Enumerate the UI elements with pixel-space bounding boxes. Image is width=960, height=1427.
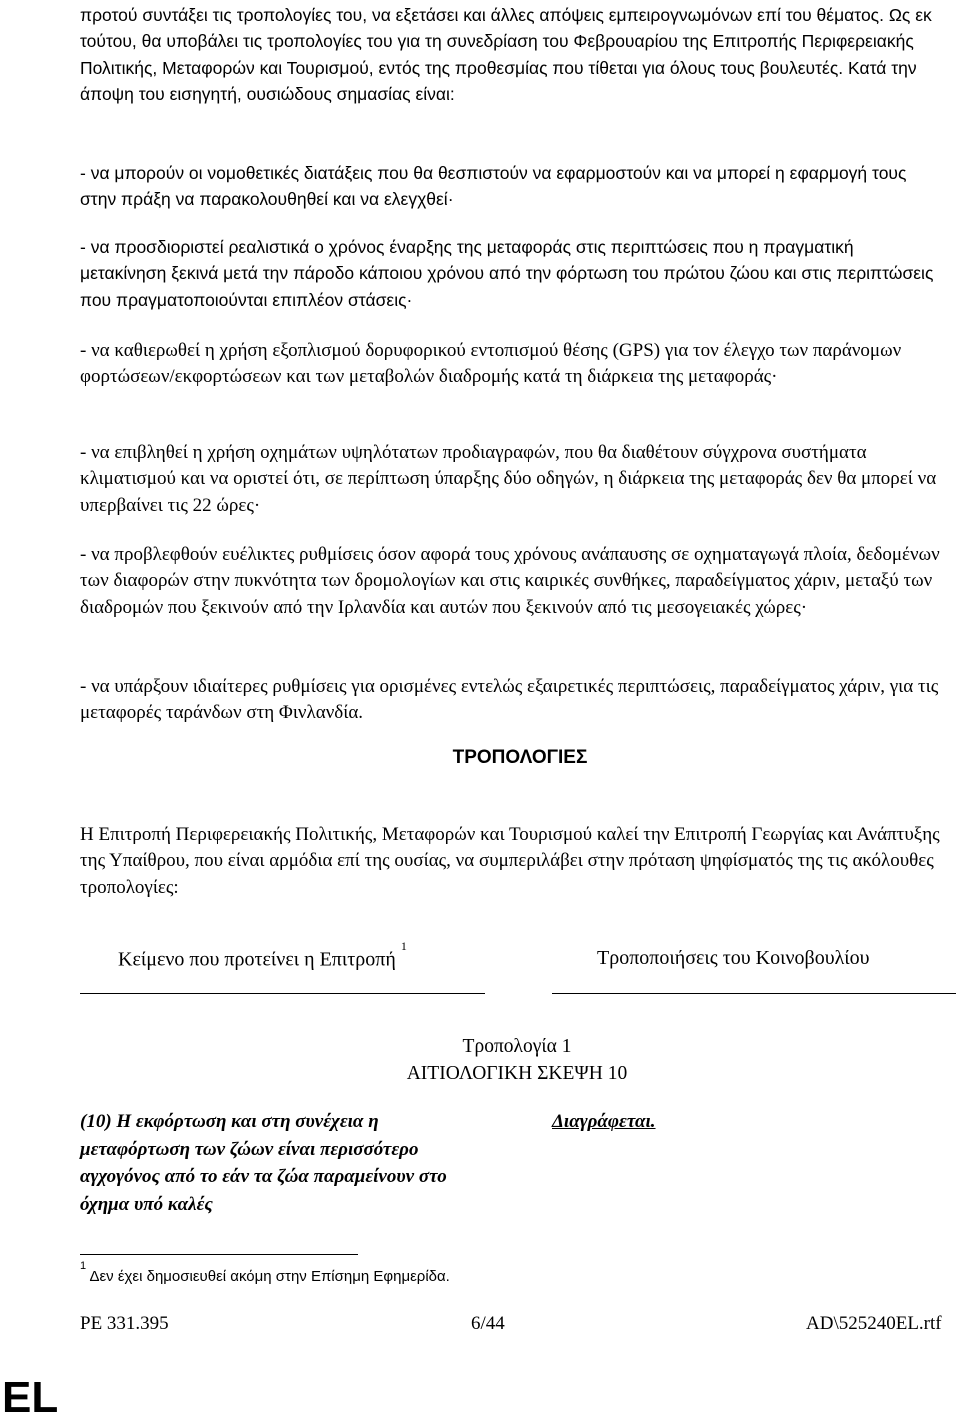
footnote xyxy=(80,1260,450,1285)
footer-filename: AD\525240EL.rtf xyxy=(806,1313,942,1334)
intro-text: προτού συντάξει τις τροπολογίες του, να εξετάσει και άλλες απόψεις εμπειρογνωμόνων επί του θέματος. Ως εκ τούτου, θα υποβάλει τις τροπολογίες του για τη συνεδρίαση του Φεβρουαρίου της Επιτροπής Περιφερειακής Πολιτικής, Μεταφορών και Τουρισμού, εντός της προθεσμίας που τίθεται για όλους τους βουλευτές. xyxy=(80,5,932,78)
language-code: EL xyxy=(2,1373,59,1422)
bullet-3: - να καθιερωθεί η χρήση εξοπλισμού δορυφορικού εντοπισμού θέσης (GPS) για τον έλεγχο των παράνομων φορτώσεων/εκφορτώσεων και των μεταβολών διαδρομής κατά τη διάρκεια της μεταφοράς· xyxy=(80,340,902,388)
footer-reference: PE 331.395 xyxy=(80,1313,169,1334)
intro-paragraph xyxy=(80,2,940,108)
left-column-header xyxy=(118,939,407,972)
bullet-6: - να υπάρξουν ιδιαίτερες ρυθμίσεις για ορισμένες εντελώς εξαιρετικές περιπτώσεις, παραδείγματος χάριν, για τις μεταφορές ταράνδων στη Φινλανδία. xyxy=(80,676,939,724)
bullet-2: - να προσδιοριστεί ρεαλιστικά ο χρόνος έναρξης της μεταφοράς στις περιπτώσεις που η πραγματική μετακίνηση ξεκινά μετά την πάροδο κάποιου χρόνου από την φόρτωση του πρώτου ζώου και στις περιπτώσεις που πραγματοποιούνται επιπλέον στάσεις· xyxy=(80,237,934,310)
amendments-heading: ΤΡΟΠΟΛΟΓΙΕΣ xyxy=(452,747,588,768)
bullet-1: - να μπορούν οι νομοθετικές διατάξεις που θα θεσπιστούν να εφαρμοστούν και να μπορεί η εφαρμογή τους στην πράξη να παρακολουθηθεί και να ελεγχθεί· xyxy=(80,163,907,210)
intro-text-2: Κατά την άποψη του εισηγητή, ουσιώδους σημασίας είναι: xyxy=(80,57,917,105)
bullet-4: - να επιβληθεί η χρήση οχημάτων υψηλότατων προδιαγραφών, που θα διαθέτουν σύγχρονα συστήματα κλιματισμού και να οριστεί ότι, σε περίπτωση ύπαρξης δύο οδηγών, η διάρκεια της μεταφοράς δεν θα μπορεί να υπερβαίνει τις 22 ώρες· xyxy=(80,442,937,516)
right-column-header: Τροποποιήσεις του Κοινοβουλίου xyxy=(597,947,870,969)
right-column-text: Διαγράφεται. xyxy=(552,1111,656,1132)
footnote-text: Δεν έχει δημοσιευθεί ακόμη στην Επίσημη Εφημερίδα. xyxy=(89,1268,450,1285)
left-column-header-text: Κείμενο που προτείνει η Επιτροπή xyxy=(118,948,396,971)
bullet-5: - να προβλεφθούν ευέλικτες ρυθμίσεις όσον αφορά τους χρόνους ανάπαυσης σε οχηματαγωγά πλοία, δεδομένων των διαφορών στην πυκνότητα των δρομολογίων και στις καιρικές συνθήκες, παραδείγματος χάριν, μεταξύ των διαδρομών που ξεκινούν από την Ιρλανδία και αυτών που ξεκινούν από τις μεσογειακές χώρες· xyxy=(80,544,940,618)
footnote-rule xyxy=(80,1254,358,1255)
left-column-rule xyxy=(80,993,485,994)
left-column-text: (10) Η εκφόρτωση και στη συνέχεια η μεταφόρτωση των ζώων είναι περισσότερο αγχογόνος από το εάν τα ζώα παραμείνουν στο όχημα υπό καλές xyxy=(80,1111,447,1215)
footer-page-number: 6/44 xyxy=(471,1313,505,1334)
amendment-reference: ΑΙΤΙΟΛΟΓΙΚΗ ΣΚΕΨΗ 10 xyxy=(406,1063,628,1084)
committee-paragraph: Η Επιτροπή Περιφερειακής Πολιτικής, Μεταφορών και Τουρισμού καλεί την Επιτροπή Γεωργίας και Ανάπτυξης της Υπαίθρου, που είναι αρμόδια επί της ουσίας, να συμπεριλάβει στην πρόταση ψηφίσματός της τις ακόλουθες τροπολογίες: xyxy=(80,824,940,898)
footnote-marker: 1 xyxy=(80,1260,87,1272)
footnote-ref[interactable]: 1 xyxy=(400,939,407,953)
amendment-title: Τροπολογία 1 xyxy=(462,1036,572,1057)
right-column-rule xyxy=(552,993,956,994)
